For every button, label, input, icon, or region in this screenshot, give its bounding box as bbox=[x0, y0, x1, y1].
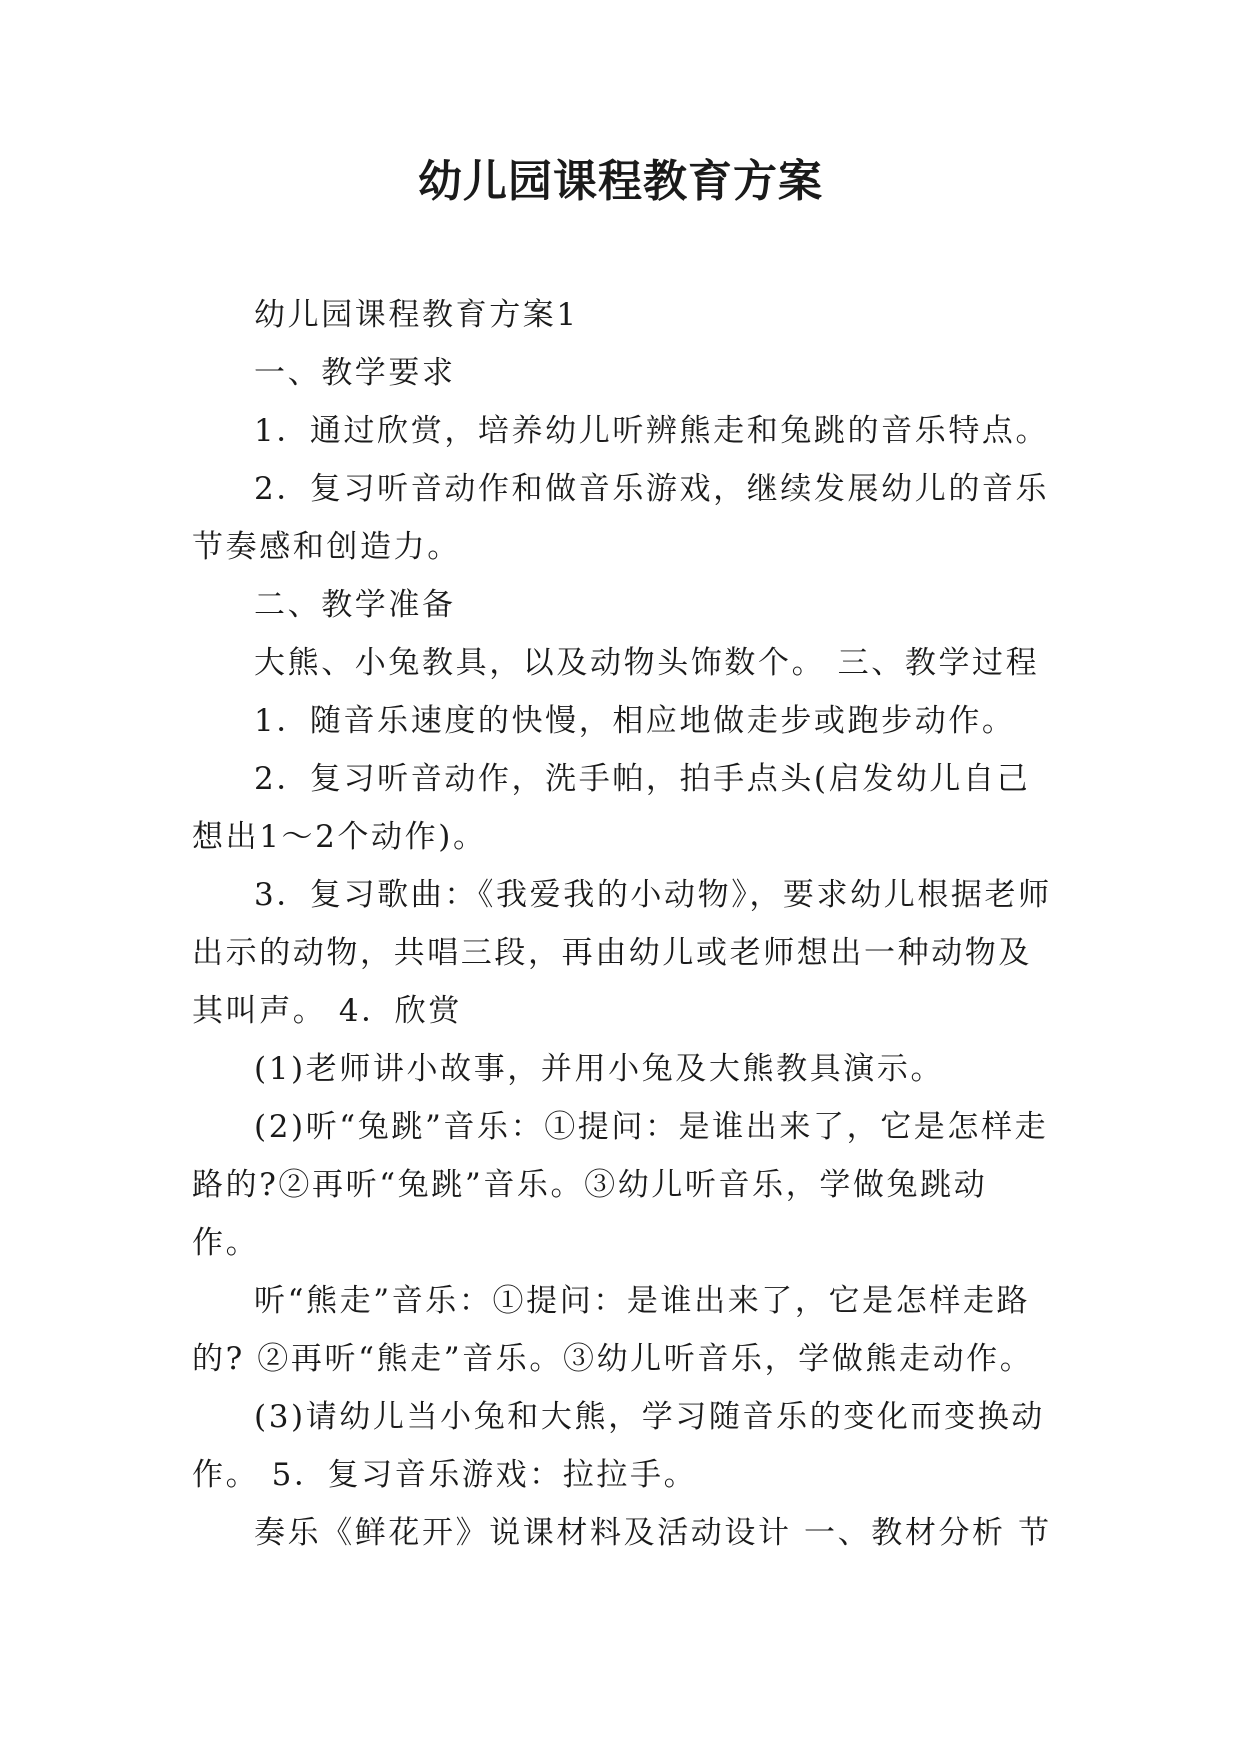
paragraph-appreciation-2: (2)听“兔跳”音乐：①提问：是谁出来了，它是怎样走路的?②再听“兔跳”音乐。③幼儿听音乐，学做兔跳动作。 bbox=[192, 1109, 1049, 1261]
paragraph-appreciation-1: (1)老师讲小故事，并用小兔及大熊教具演示。 bbox=[254, 1051, 945, 1087]
paragraph-requirement-1: 1．通过欣赏，培养幼儿听辨熊走和兔跳的音乐特点。 bbox=[254, 413, 1050, 449]
paragraph-section-requirements: 一、教学要求 bbox=[254, 355, 456, 391]
document-body bbox=[192, 286, 1054, 1562]
paragraph-process-1: 1．随音乐速度的快慢，相应地做走步或跑步动作。 bbox=[254, 703, 1016, 739]
paragraph-appreciation-bear: 听“熊走”音乐：①提问：是谁出来了，它是怎样走路的? ②再听“熊走”音乐。③幼儿听音乐，学做熊走动作。 bbox=[192, 1283, 1034, 1377]
paragraph-preparation-items: 大熊、小兔教具，以及动物头饰数个。 三、教学过程 bbox=[254, 645, 1040, 681]
paragraph-appreciation-3: (3)请幼儿当小兔和大熊，学习随音乐的变化而变换动作。 5．复习音乐游戏：拉拉手。 bbox=[192, 1399, 1045, 1493]
paragraph-requirement-2: 2．复习听音动作和做音乐游戏，继续发展幼儿的音乐节奏感和创造力。 bbox=[192, 471, 1050, 565]
paragraph-process-2: 2．复习听音动作，洗手帕，拍手点头(启发幼儿自己想出1～2个动作)。 bbox=[192, 761, 1031, 855]
paragraph-subtitle: 幼儿园课程教育方案1 bbox=[254, 297, 579, 333]
paragraph-next-lesson: 奏乐《鲜花开》说课材料及活动设计 一、教材分析 节 bbox=[254, 1515, 1052, 1551]
paragraph-section-preparation: 二、教学准备 bbox=[254, 587, 456, 623]
paragraph-process-3: 3．复习歌曲：《我爱我的小动物》，要求幼儿根据老师出示的动物，共唱三段，再由幼儿或老师想出一种动物及其叫声。 4．欣赏 bbox=[192, 877, 1052, 1029]
document-title: 幼儿园课程教育方案 bbox=[418, 156, 823, 207]
